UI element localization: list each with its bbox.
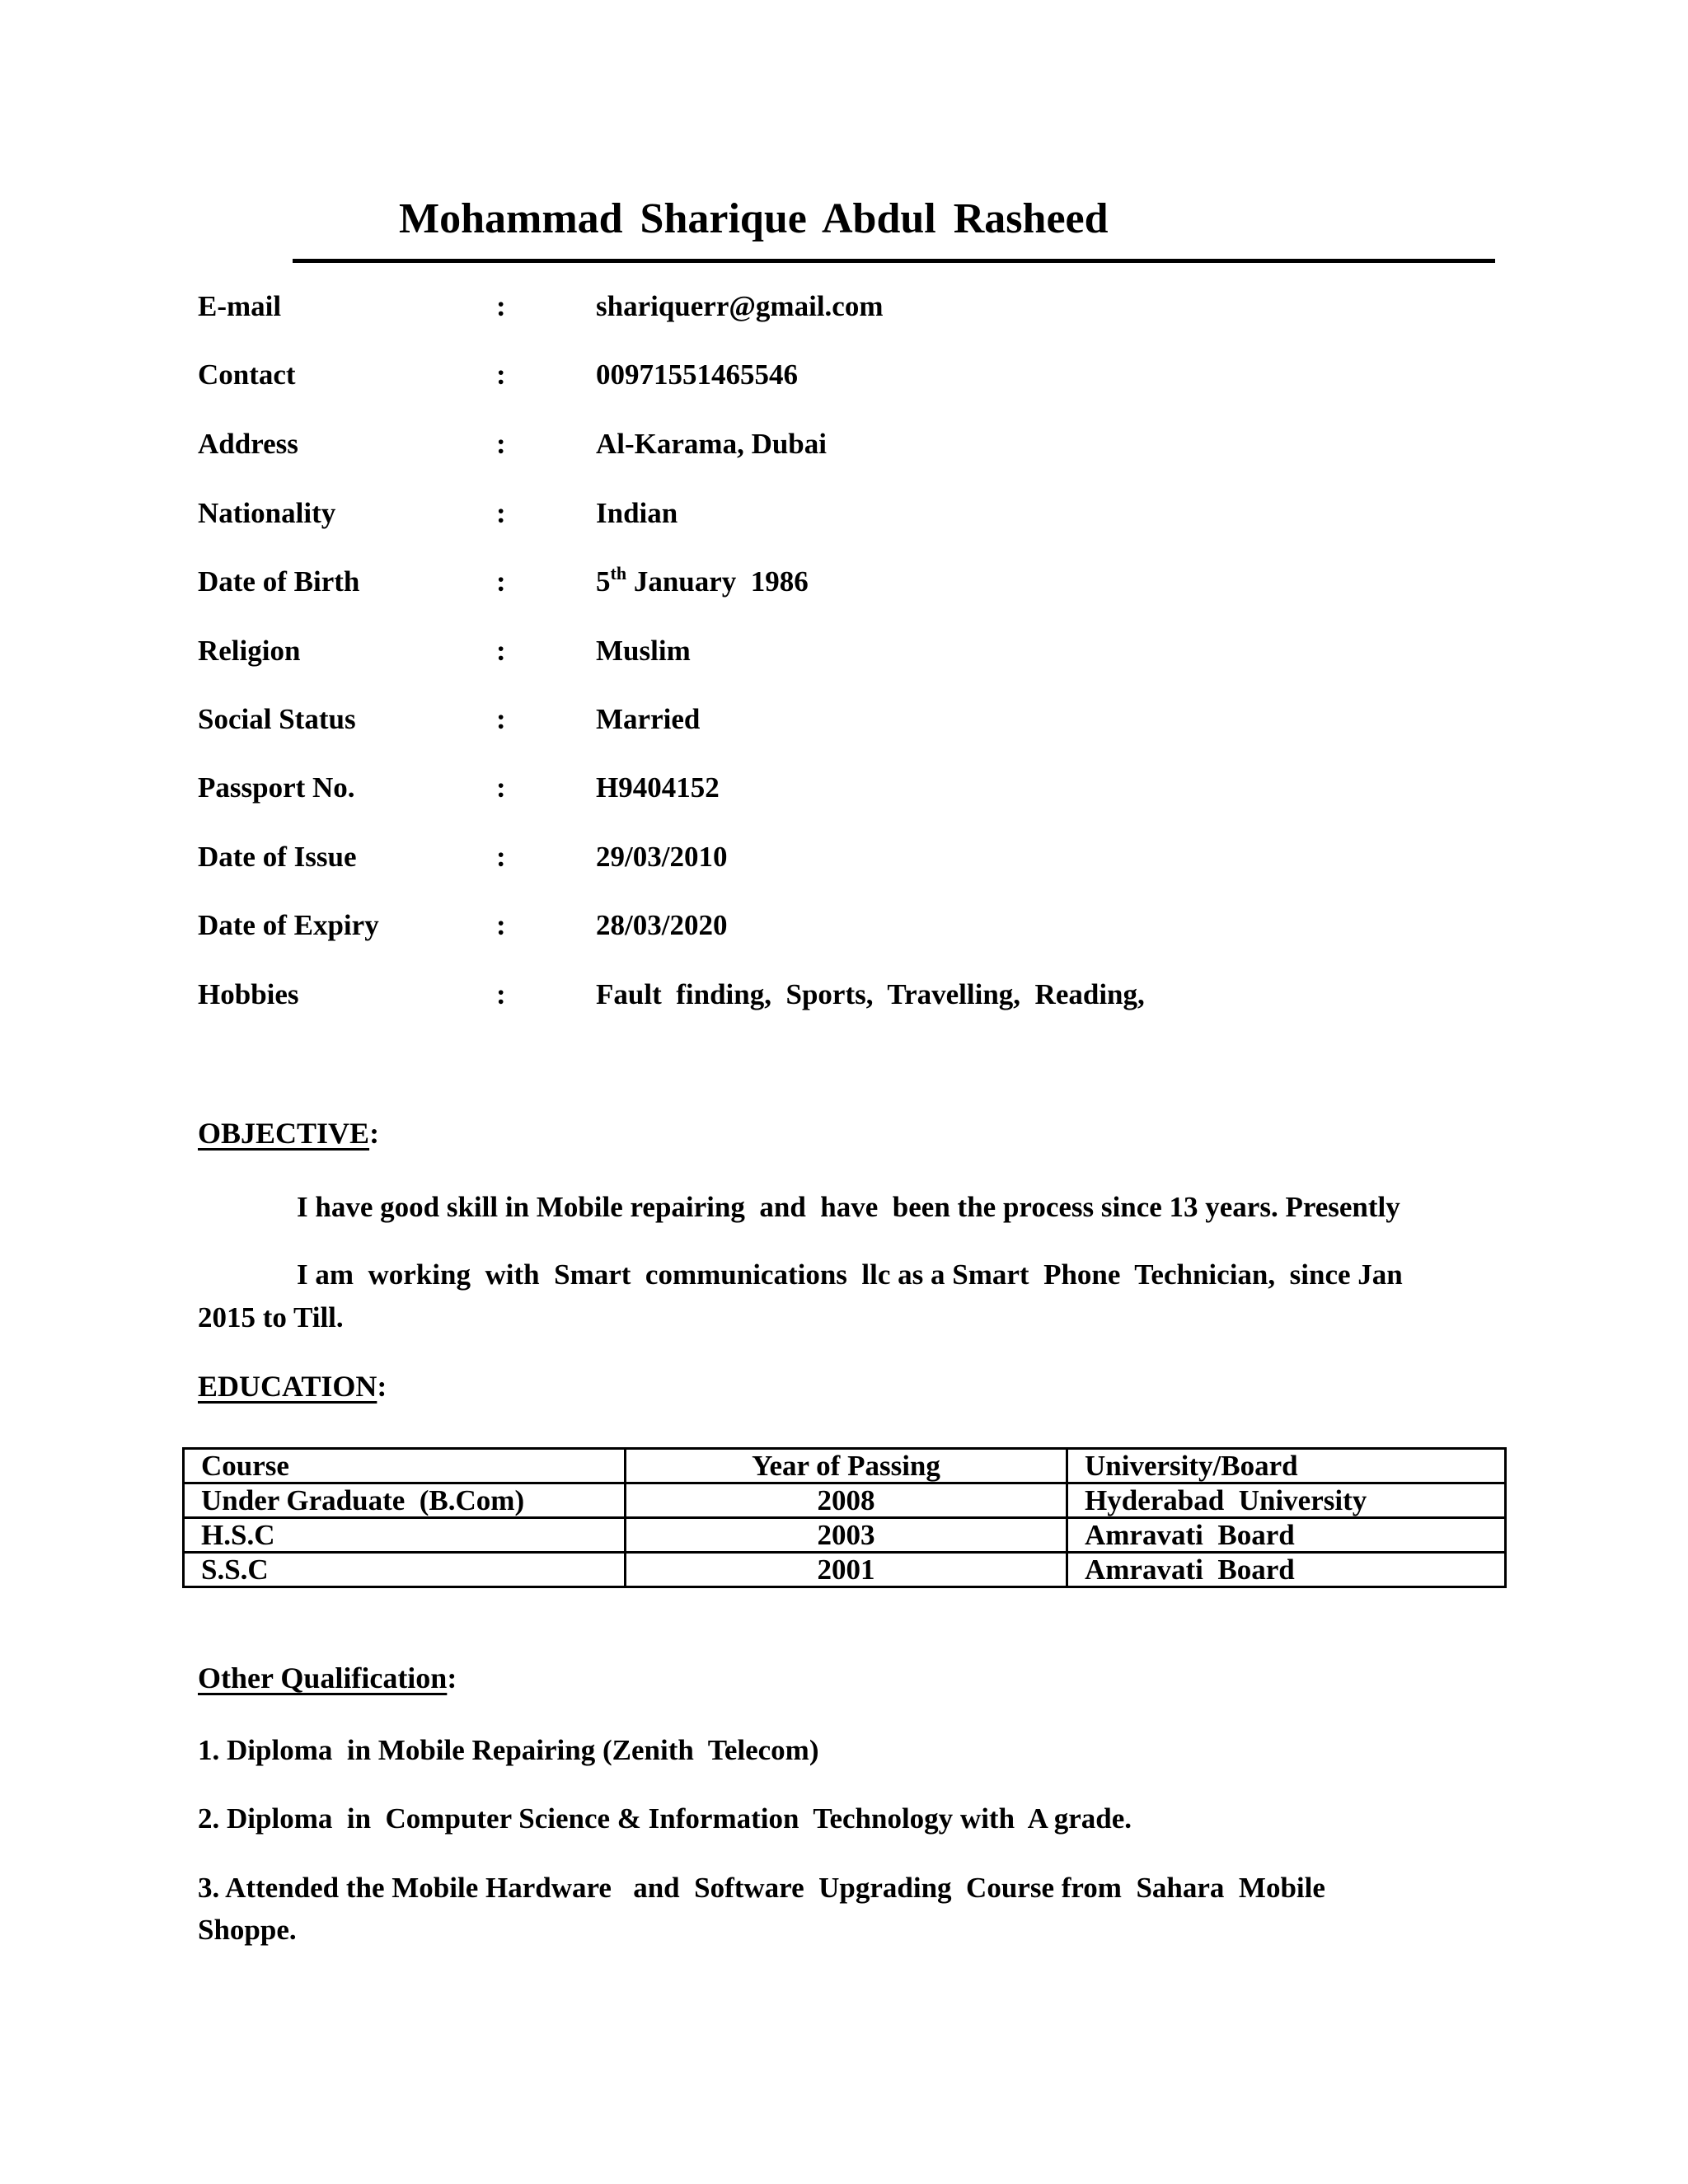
info-value: Indian [596,497,678,529]
other-qualification-heading [198,1661,457,1695]
table-cell-year: 2003 [626,1518,1067,1553]
info-colon: : [496,635,506,667]
info-label: Religion [198,635,301,667]
other-qualification-heading-text: Other Qualification [198,1661,448,1694]
education-table [182,1447,1507,1588]
info-colon: : [496,771,506,804]
column-header-course: Course [184,1449,626,1483]
table-cell-course: H.S.C [184,1518,626,1553]
table-row [184,1518,1506,1553]
table-cell-university: Amravati Board [1067,1553,1506,1587]
info-value: Muslim [596,635,691,667]
objective-line-2: I am working with Smart communications llc as a Smart Phone Technician, since Jan [297,1258,1403,1291]
info-value: H9404152 [596,771,720,804]
info-value: Fault finding, Sports, Travelling, Reading, [596,978,1145,1010]
info-value: Married [596,703,701,735]
info-value: 28/03/2020 [596,909,728,941]
info-label: Passport No. [198,771,355,804]
table-cell-university: Amravati Board [1067,1518,1506,1553]
info-colon: : [496,978,506,1010]
table-cell-course: S.S.C [184,1553,626,1587]
info-label: Date of Issue [198,841,357,873]
info-colon: : [496,703,506,735]
info-label: E-mail [198,290,282,322]
dob-day: 5 [596,565,611,598]
info-value: Al-Karama, Dubai [596,428,827,460]
info-label: Social Status [198,703,356,735]
info-value [596,565,809,598]
table-cell-university: Hyderabad University [1067,1483,1506,1518]
info-colon: : [496,497,506,529]
info-value: 29/03/2010 [596,841,728,873]
info-colon: : [496,290,506,322]
info-value: shariquerr@gmail.com [596,290,884,322]
qualification-item-1: 1. Diploma in Mobile Repairing (Zenith Telecom) [198,1734,819,1766]
info-label: Date of Expiry [198,909,379,941]
objective-heading-text: OBJECTIVE [198,1117,370,1150]
info-colon: : [496,909,506,941]
column-header-year: Year of Passing [626,1449,1067,1483]
info-colon: : [496,428,506,460]
table-cell-year: 2001 [626,1553,1067,1587]
table-cell-year: 2008 [626,1483,1067,1518]
info-label: Hobbies [198,978,299,1010]
info-label: Nationality [198,497,336,529]
dob-ordinal: th [610,563,627,583]
info-colon: : [496,359,506,391]
table-header-row [184,1449,1506,1483]
heading-colon: : [369,1117,380,1150]
objective-heading [198,1116,379,1151]
column-header-university: University/Board [1067,1449,1506,1483]
info-colon: : [496,565,506,598]
table-row [184,1553,1506,1587]
info-value: 00971551465546 [596,359,798,391]
dob-rest: January 1986 [626,565,809,598]
info-label: Date of Birth [198,565,360,598]
name-divider [293,259,1495,263]
objective-line-1: I have good skill in Mobile repairing and have been the process since 13 years. Presently [297,1191,1400,1223]
heading-colon: : [377,1370,387,1403]
qualification-item-3: 3. Attended the Mobile Hardware and Software Upgrading Course from Sahara Mobile [198,1872,1325,1904]
education-heading [198,1369,387,1404]
qualification-item-2: 2. Diploma in Computer Science & Information Technology with A grade. [198,1802,1132,1835]
info-label: Contact [198,359,296,391]
table-cell-course: Under Graduate (B.Com) [184,1483,626,1518]
info-label: Address [198,428,298,460]
qualification-item-3-continued: Shoppe. [198,1914,297,1946]
education-heading-text: EDUCATION [198,1370,377,1403]
heading-colon: : [447,1661,457,1694]
candidate-name: Mohammad Sharique Abdul Rasheed [399,195,1109,242]
info-colon: : [496,841,506,873]
objective-line-3: 2015 to Till. [198,1301,344,1333]
table-row [184,1483,1506,1518]
